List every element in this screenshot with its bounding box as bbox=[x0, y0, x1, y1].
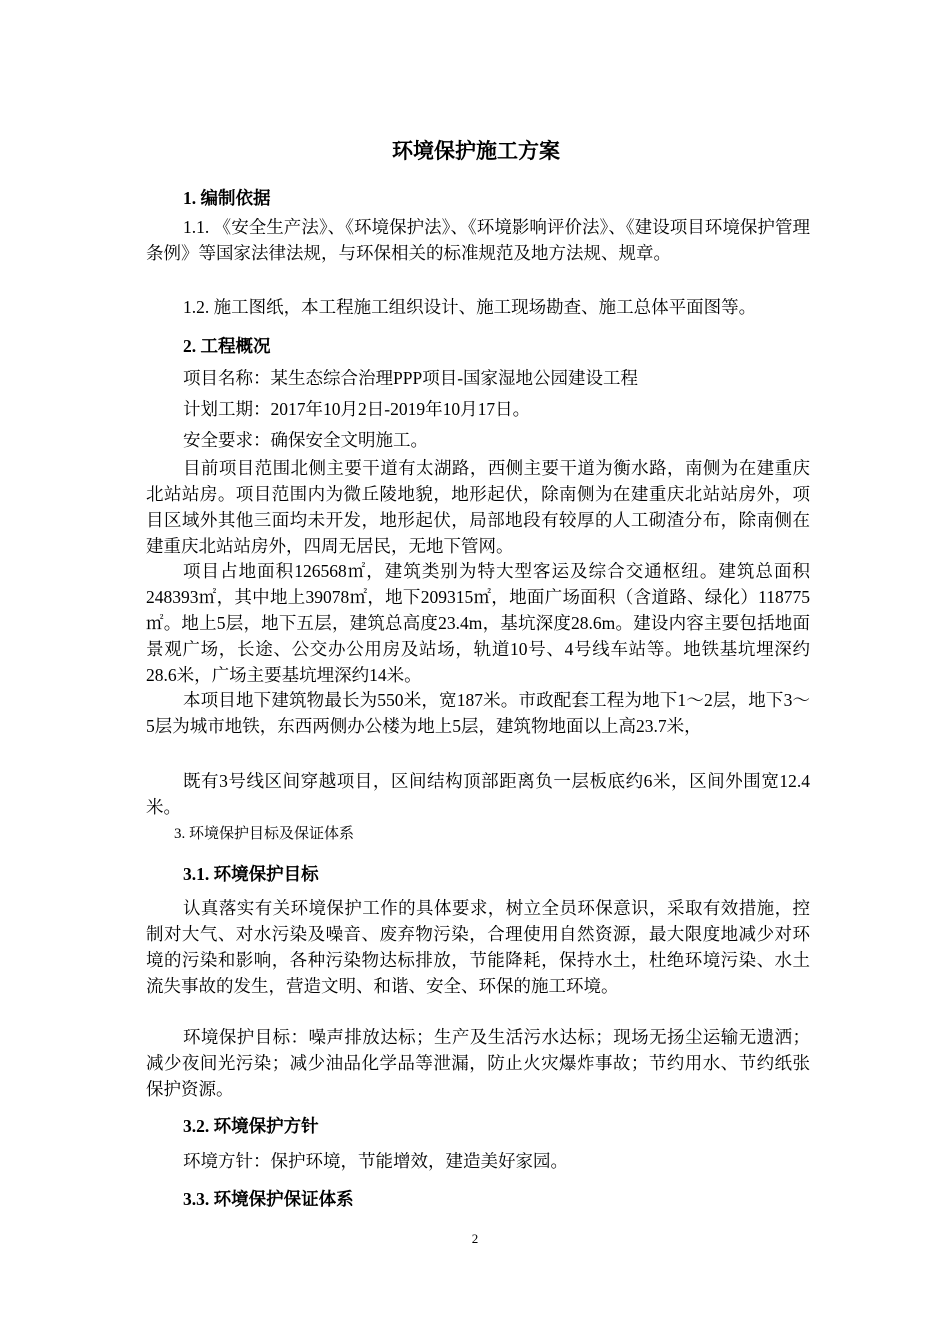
section-3-2-heading: 3.2. 环境保护方针 bbox=[183, 1116, 319, 1136]
section-3-1-heading: 3.1. 环境保护目标 bbox=[183, 864, 319, 884]
project-name: 项目名称：某生态综合治理PPP项目-国家湿地公园建设工程 bbox=[183, 368, 639, 388]
building-paragraph: 本项目地下建筑物最长为550米，宽187米。市政配套工程为地下1～2层，地下3～5层为城市地铁，东西两侧办公楼为地上5层，建筑物地面以上高23.7米， bbox=[146, 690, 810, 736]
section-2-heading: 2. 工程概况 bbox=[183, 336, 271, 356]
safety-requirement: 安全要求：确保安全文明施工。 bbox=[183, 430, 428, 450]
section-3-1-paragraph-1: 认真落实有关环境保护工作的具体要求，树立全员环保意识，采取有效措施，控制对大气、对水污染及噪音、废弃物污染，合理使用自然资源，最大限度地减少对环境的污染和影响，各种污染物达标排放，节能降耗，保持水土，杜绝环境污染、水土流失事故的发生，营造文明、和谐、安全、环保的施工环境。 bbox=[146, 898, 810, 996]
section-1-paragraph-1: 1.1. 《安全生产法》、《环境保护法》、《环境影响评价法》、《建设项目环境保护管理条例》等国家法律法规，与环保相关的标准规范及地方法规、规章。 bbox=[146, 217, 810, 263]
area-paragraph: 项目占地面积126568㎡，建筑类别为特大型客运及综合交通枢纽。建筑总面积248393㎡，其中地上39078㎡，地下209315㎡，地面广场面积（含道路、绿化）118775㎡。地上5层，地下五层，建筑总高度23.4m，基坑深度28.6m。建设内容主要包括地面景观广场，长途、公交办公用房及站场，轨道10号、4号线车站等。地铁基坑埋深约28.6米，广场主要基坑埋深约14米。 bbox=[146, 561, 810, 685]
line3-paragraph: 既有3号线区间穿越项目，区间结构顶部距离负一层板底约6米，区间外围宽12.4米。 bbox=[146, 771, 810, 817]
section-3-2-paragraph: 环境方针：保护环境，节能增效，建造美好家园。 bbox=[183, 1151, 568, 1171]
page-number: 2 bbox=[471, 1231, 479, 1246]
section-3-3-heading: 3.3. 环境保护保证体系 bbox=[183, 1189, 354, 1209]
project-schedule: 计划工期：2017年10月2日-2019年10月17日。 bbox=[183, 399, 531, 419]
section-1-paragraph-2: 1.2. 施工图纸，本工程施工组织设计、施工现场勘查、施工总体平面图等。 bbox=[183, 297, 757, 317]
section-3-1-paragraph-2: 环境保护目标：噪声排放达标；生产及生活污水达标；现场无扬尘运输无遗洒；减少夜间光污染；减少油品化学品等泄漏，防止火灾爆炸事故；节约用水、节约纸张保护资源。 bbox=[146, 1027, 810, 1099]
section-3-heading: 3. 环境保护目标及保证体系 bbox=[174, 826, 355, 842]
section-1-heading: 1. 编制依据 bbox=[183, 188, 271, 208]
location-paragraph: 目前项目范围北侧主要干道有太湖路，西侧主要干道为衡水路，南侧为在建重庆北站站房。项目范围内为微丘陵地貌，地形起伏，除南侧为在建重庆北站站房外，项目区域外其他三面均未开发，地形起伏，局部地段有较厚的人工砌渣分布，除南侧在建重庆北站站房外，四周无居民，无地下管网。 bbox=[146, 458, 810, 556]
document-title: 环境保护施工方案 bbox=[392, 139, 560, 163]
